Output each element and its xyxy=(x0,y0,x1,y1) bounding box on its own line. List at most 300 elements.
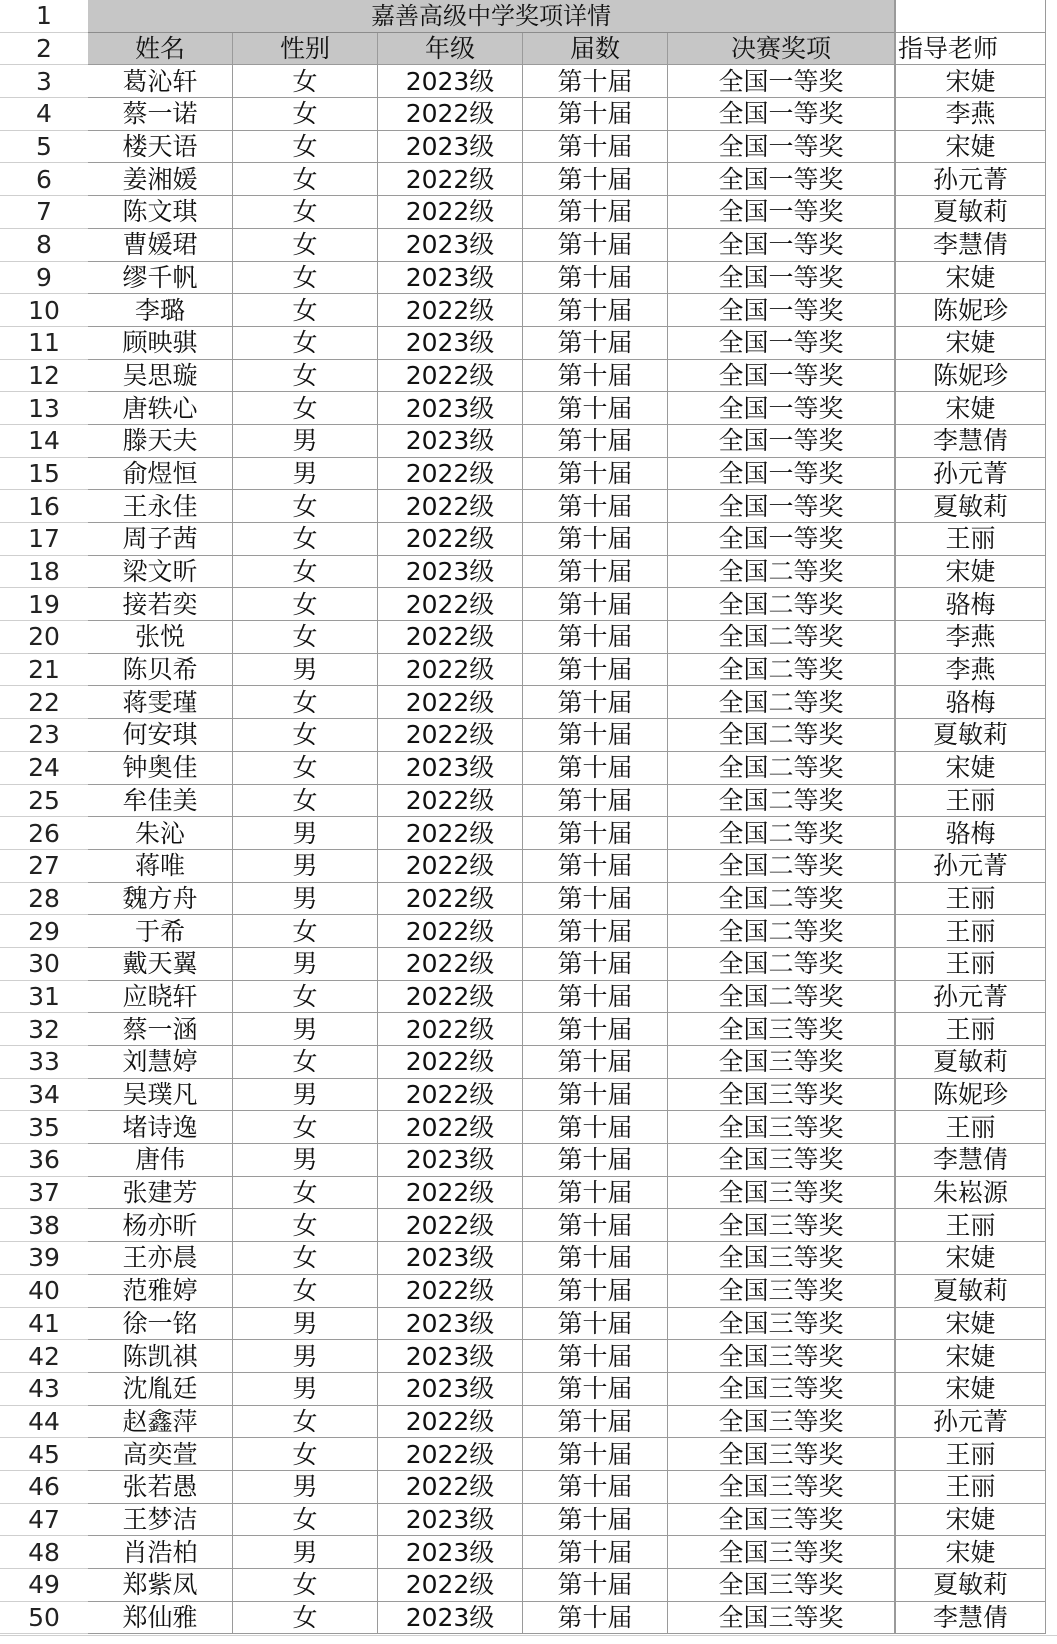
teacher-cell[interactable]: 宋婕 xyxy=(895,556,1046,589)
session-cell[interactable]: 第十届 xyxy=(523,163,668,196)
grade-cell[interactable]: 2022级 xyxy=(378,621,523,654)
row-number[interactable]: 33 xyxy=(0,1046,88,1079)
session-cell[interactable]: 第十届 xyxy=(523,948,668,981)
session-cell[interactable]: 第十届 xyxy=(523,1209,668,1242)
teacher-cell[interactable]: 宋婕 xyxy=(895,65,1046,98)
row-number[interactable]: 7 xyxy=(0,196,88,229)
row-number[interactable]: 12 xyxy=(0,360,88,393)
session-cell[interactable]: 第十届 xyxy=(523,981,668,1014)
gender-cell[interactable]: 女 xyxy=(233,163,378,196)
teacher-cell[interactable]: 王丽 xyxy=(895,1209,1046,1242)
award-cell[interactable]: 全国一等奖 xyxy=(668,98,895,131)
gender-cell[interactable]: 女 xyxy=(233,785,378,818)
student-name-cell[interactable]: 范雅婷 xyxy=(88,1275,233,1308)
row-number[interactable]: 13 xyxy=(0,392,88,425)
grade-cell[interactable]: 2022级 xyxy=(378,1177,523,1210)
teacher-cell[interactable]: 李慧倩 xyxy=(895,425,1046,458)
student-name-cell[interactable]: 张建芳 xyxy=(88,1177,233,1210)
grade-cell[interactable]: 2023级 xyxy=(378,131,523,164)
award-cell[interactable]: 全国三等奖 xyxy=(668,1275,895,1308)
gender-cell[interactable]: 女 xyxy=(233,1406,378,1439)
row-number[interactable]: 47 xyxy=(0,1504,88,1537)
session-cell[interactable]: 第十届 xyxy=(523,229,668,262)
session-cell[interactable]: 第十届 xyxy=(523,1275,668,1308)
award-cell[interactable]: 全国三等奖 xyxy=(668,1373,895,1406)
award-cell[interactable]: 全国二等奖 xyxy=(668,785,895,818)
session-cell[interactable]: 第十届 xyxy=(523,1602,668,1635)
gender-cell[interactable]: 女 xyxy=(233,719,378,752)
award-cell[interactable]: 全国三等奖 xyxy=(668,1602,895,1635)
row-number[interactable]: 34 xyxy=(0,1079,88,1112)
gender-cell[interactable]: 男 xyxy=(233,425,378,458)
teacher-cell[interactable]: 骆梅 xyxy=(895,588,1046,621)
session-cell[interactable]: 第十届 xyxy=(523,1406,668,1439)
row-number[interactable]: 30 xyxy=(0,948,88,981)
student-name-cell[interactable]: 肖浩柏 xyxy=(88,1536,233,1569)
row-number[interactable]: 25 xyxy=(0,785,88,818)
row-number[interactable]: 2 xyxy=(0,33,88,66)
grade-cell[interactable]: 2023级 xyxy=(378,752,523,785)
grade-cell[interactable]: 2022级 xyxy=(378,588,523,621)
teacher-cell[interactable]: 宋婕 xyxy=(895,1340,1046,1373)
award-cell[interactable]: 全国二等奖 xyxy=(668,850,895,883)
gender-cell[interactable]: 女 xyxy=(233,294,378,327)
teacher-cell[interactable]: 王丽 xyxy=(895,1471,1046,1504)
session-cell[interactable]: 第十届 xyxy=(523,1569,668,1602)
grade-cell[interactable]: 2022级 xyxy=(378,1406,523,1439)
student-name-cell[interactable]: 戴天翼 xyxy=(88,948,233,981)
session-cell[interactable]: 第十届 xyxy=(523,752,668,785)
grade-cell[interactable]: 2022级 xyxy=(378,1209,523,1242)
gender-cell[interactable]: 女 xyxy=(233,752,378,785)
award-cell[interactable]: 全国一等奖 xyxy=(668,490,895,523)
grade-cell[interactable]: 2023级 xyxy=(378,1144,523,1177)
award-cell[interactable]: 全国三等奖 xyxy=(668,1079,895,1112)
teacher-cell[interactable]: 宋婕 xyxy=(895,262,1046,295)
gender-cell[interactable]: 女 xyxy=(233,1504,378,1537)
award-cell[interactable]: 全国二等奖 xyxy=(668,883,895,916)
teacher-cell[interactable]: 宋婕 xyxy=(895,1373,1046,1406)
grade-cell[interactable]: 2022级 xyxy=(378,1471,523,1504)
student-name-cell[interactable]: 葛沁轩 xyxy=(88,65,233,98)
award-cell[interactable]: 全国三等奖 xyxy=(668,1471,895,1504)
grade-cell[interactable]: 2023级 xyxy=(378,229,523,262)
award-cell[interactable]: 全国三等奖 xyxy=(668,1308,895,1341)
session-cell[interactable]: 第十届 xyxy=(523,490,668,523)
session-cell[interactable]: 第十届 xyxy=(523,1373,668,1406)
row-number[interactable]: 21 xyxy=(0,654,88,687)
sheet-title[interactable]: 嘉善高级中学奖项详情 xyxy=(88,0,895,33)
teacher-cell[interactable]: 宋婕 xyxy=(895,1242,1046,1275)
empty-cell[interactable] xyxy=(895,0,1046,33)
award-cell[interactable]: 全国三等奖 xyxy=(668,1569,895,1602)
session-cell[interactable]: 第十届 xyxy=(523,1471,668,1504)
gender-cell[interactable]: 女 xyxy=(233,490,378,523)
grade-cell[interactable]: 2022级 xyxy=(378,1013,523,1046)
session-cell[interactable]: 第十届 xyxy=(523,360,668,393)
student-name-cell[interactable]: 俞煜恒 xyxy=(88,458,233,491)
award-cell[interactable]: 全国一等奖 xyxy=(668,360,895,393)
award-cell[interactable]: 全国一等奖 xyxy=(668,229,895,262)
award-cell[interactable]: 全国二等奖 xyxy=(668,948,895,981)
teacher-cell[interactable]: 王丽 xyxy=(895,883,1046,916)
gender-cell[interactable]: 女 xyxy=(233,392,378,425)
row-number[interactable]: 29 xyxy=(0,915,88,948)
row-number[interactable]: 17 xyxy=(0,523,88,556)
session-cell[interactable]: 第十届 xyxy=(523,131,668,164)
grade-cell[interactable]: 2022级 xyxy=(378,1111,523,1144)
session-cell[interactable]: 第十届 xyxy=(523,1438,668,1471)
award-cell[interactable]: 全国三等奖 xyxy=(668,1406,895,1439)
row-number[interactable]: 32 xyxy=(0,1013,88,1046)
award-cell[interactable]: 全国二等奖 xyxy=(668,556,895,589)
row-number[interactable]: 50 xyxy=(0,1602,88,1635)
gender-cell[interactable]: 男 xyxy=(233,458,378,491)
teacher-cell[interactable]: 李燕 xyxy=(895,654,1046,687)
student-name-cell[interactable]: 李璐 xyxy=(88,294,233,327)
grade-cell[interactable]: 2022级 xyxy=(378,654,523,687)
grade-cell[interactable]: 2023级 xyxy=(378,1308,523,1341)
award-cell[interactable]: 全国一等奖 xyxy=(668,458,895,491)
row-number[interactable]: 46 xyxy=(0,1471,88,1504)
teacher-cell[interactable]: 夏敏莉 xyxy=(895,719,1046,752)
gender-cell[interactable]: 女 xyxy=(233,1275,378,1308)
gender-cell[interactable]: 女 xyxy=(233,262,378,295)
grade-cell[interactable]: 2023级 xyxy=(378,262,523,295)
session-cell[interactable]: 第十届 xyxy=(523,65,668,98)
teacher-cell[interactable]: 孙元菁 xyxy=(895,458,1046,491)
student-name-cell[interactable]: 王亦晨 xyxy=(88,1242,233,1275)
award-cell[interactable]: 全国二等奖 xyxy=(668,588,895,621)
gender-cell[interactable]: 女 xyxy=(233,915,378,948)
teacher-cell[interactable]: 王丽 xyxy=(895,948,1046,981)
grade-cell[interactable]: 2022级 xyxy=(378,98,523,131)
gender-cell[interactable]: 男 xyxy=(233,1340,378,1373)
session-cell[interactable]: 第十届 xyxy=(523,523,668,556)
teacher-cell[interactable]: 宋婕 xyxy=(895,1504,1046,1537)
grade-cell[interactable]: 2023级 xyxy=(378,65,523,98)
session-cell[interactable]: 第十届 xyxy=(523,1079,668,1112)
row-number[interactable]: 43 xyxy=(0,1373,88,1406)
grade-cell[interactable]: 2022级 xyxy=(378,1046,523,1079)
gender-cell[interactable]: 女 xyxy=(233,588,378,621)
award-cell[interactable]: 全国一等奖 xyxy=(668,523,895,556)
teacher-cell[interactable]: 朱崧源 xyxy=(895,1177,1046,1210)
session-cell[interactable]: 第十届 xyxy=(523,1504,668,1537)
gender-cell[interactable]: 男 xyxy=(233,1536,378,1569)
gender-cell[interactable]: 女 xyxy=(233,98,378,131)
gender-cell[interactable]: 女 xyxy=(233,1569,378,1602)
row-number[interactable]: 9 xyxy=(0,262,88,295)
student-name-cell[interactable]: 曹媛珺 xyxy=(88,229,233,262)
gender-cell[interactable]: 女 xyxy=(233,981,378,1014)
row-number[interactable]: 3 xyxy=(0,65,88,98)
award-cell[interactable]: 全国一等奖 xyxy=(668,294,895,327)
gender-cell[interactable]: 女 xyxy=(233,196,378,229)
session-cell[interactable]: 第十届 xyxy=(523,1308,668,1341)
row-number[interactable]: 49 xyxy=(0,1569,88,1602)
grade-cell[interactable]: 2022级 xyxy=(378,686,523,719)
row-number[interactable]: 5 xyxy=(0,131,88,164)
header-gender[interactable]: 性别 xyxy=(233,33,378,66)
teacher-cell[interactable]: 孙元菁 xyxy=(895,1406,1046,1439)
grade-cell[interactable]: 2022级 xyxy=(378,294,523,327)
student-name-cell[interactable]: 钟奥佳 xyxy=(88,752,233,785)
teacher-cell[interactable]: 宋婕 xyxy=(895,752,1046,785)
teacher-cell[interactable]: 孙元菁 xyxy=(895,163,1046,196)
student-name-cell[interactable]: 应晓轩 xyxy=(88,981,233,1014)
row-number[interactable]: 16 xyxy=(0,490,88,523)
gender-cell[interactable]: 男 xyxy=(233,1079,378,1112)
award-cell[interactable]: 全国三等奖 xyxy=(668,1340,895,1373)
grade-cell[interactable]: 2023级 xyxy=(378,425,523,458)
session-cell[interactable]: 第十届 xyxy=(523,686,668,719)
gender-cell[interactable]: 女 xyxy=(233,327,378,360)
session-cell[interactable]: 第十届 xyxy=(523,327,668,360)
teacher-cell[interactable]: 李慧倩 xyxy=(895,229,1046,262)
teacher-cell[interactable]: 宋婕 xyxy=(895,392,1046,425)
award-cell[interactable]: 全国二等奖 xyxy=(668,915,895,948)
teacher-cell[interactable]: 宋婕 xyxy=(895,131,1046,164)
grade-cell[interactable]: 2022级 xyxy=(378,523,523,556)
session-cell[interactable]: 第十届 xyxy=(523,1013,668,1046)
student-name-cell[interactable]: 堵诗逸 xyxy=(88,1111,233,1144)
gender-cell[interactable]: 女 xyxy=(233,523,378,556)
student-name-cell[interactable]: 姜湘媛 xyxy=(88,163,233,196)
grade-cell[interactable]: 2023级 xyxy=(378,556,523,589)
student-name-cell[interactable]: 赵鑫萍 xyxy=(88,1406,233,1439)
gender-cell[interactable]: 男 xyxy=(233,1471,378,1504)
student-name-cell[interactable]: 滕天夫 xyxy=(88,425,233,458)
award-cell[interactable]: 全国二等奖 xyxy=(668,981,895,1014)
row-number[interactable]: 40 xyxy=(0,1275,88,1308)
teacher-cell[interactable]: 李燕 xyxy=(895,621,1046,654)
grade-cell[interactable]: 2022级 xyxy=(378,1438,523,1471)
award-cell[interactable]: 全国二等奖 xyxy=(668,654,895,687)
grade-cell[interactable]: 2023级 xyxy=(378,1373,523,1406)
student-name-cell[interactable]: 蒋雯瑾 xyxy=(88,686,233,719)
grade-cell[interactable]: 2023级 xyxy=(378,1242,523,1275)
teacher-cell[interactable]: 夏敏莉 xyxy=(895,490,1046,523)
gender-cell[interactable]: 男 xyxy=(233,1144,378,1177)
student-name-cell[interactable]: 周子茜 xyxy=(88,523,233,556)
student-name-cell[interactable]: 蒋唯 xyxy=(88,850,233,883)
session-cell[interactable]: 第十届 xyxy=(523,588,668,621)
session-cell[interactable]: 第十届 xyxy=(523,654,668,687)
row-number[interactable]: 8 xyxy=(0,229,88,262)
award-cell[interactable]: 全国一等奖 xyxy=(668,425,895,458)
gender-cell[interactable]: 女 xyxy=(233,556,378,589)
award-cell[interactable]: 全国一等奖 xyxy=(668,262,895,295)
grade-cell[interactable]: 2023级 xyxy=(378,392,523,425)
session-cell[interactable]: 第十届 xyxy=(523,883,668,916)
grade-cell[interactable]: 2023级 xyxy=(378,1340,523,1373)
header-grade[interactable]: 年级 xyxy=(378,33,523,66)
student-name-cell[interactable]: 沈胤廷 xyxy=(88,1373,233,1406)
gender-cell[interactable]: 女 xyxy=(233,131,378,164)
award-cell[interactable]: 全国二等奖 xyxy=(668,752,895,785)
grade-cell[interactable]: 2023级 xyxy=(378,1602,523,1635)
student-name-cell[interactable]: 陈文琪 xyxy=(88,196,233,229)
session-cell[interactable]: 第十届 xyxy=(523,425,668,458)
grade-cell[interactable]: 2023级 xyxy=(378,327,523,360)
grade-cell[interactable]: 2022级 xyxy=(378,196,523,229)
student-name-cell[interactable]: 顾映骐 xyxy=(88,327,233,360)
student-name-cell[interactable]: 吴思璇 xyxy=(88,360,233,393)
teacher-cell[interactable]: 陈妮珍 xyxy=(895,360,1046,393)
grade-cell[interactable]: 2022级 xyxy=(378,915,523,948)
award-cell[interactable]: 全国一等奖 xyxy=(668,196,895,229)
grade-cell[interactable]: 2022级 xyxy=(378,883,523,916)
award-cell[interactable]: 全国三等奖 xyxy=(668,1242,895,1275)
student-name-cell[interactable]: 杨亦昕 xyxy=(88,1209,233,1242)
header-session[interactable]: 届数 xyxy=(523,33,668,66)
student-name-cell[interactable]: 王梦洁 xyxy=(88,1504,233,1537)
session-cell[interactable]: 第十届 xyxy=(523,262,668,295)
student-name-cell[interactable]: 陈贝希 xyxy=(88,654,233,687)
gender-cell[interactable]: 女 xyxy=(233,229,378,262)
teacher-cell[interactable]: 王丽 xyxy=(895,1013,1046,1046)
student-name-cell[interactable]: 唐伟 xyxy=(88,1144,233,1177)
session-cell[interactable]: 第十届 xyxy=(523,392,668,425)
gender-cell[interactable]: 女 xyxy=(233,1177,378,1210)
student-name-cell[interactable]: 何安琪 xyxy=(88,719,233,752)
grade-cell[interactable]: 2022级 xyxy=(378,1275,523,1308)
row-number[interactable]: 18 xyxy=(0,556,88,589)
row-number[interactable]: 28 xyxy=(0,883,88,916)
session-cell[interactable]: 第十届 xyxy=(523,556,668,589)
student-name-cell[interactable]: 徐一铭 xyxy=(88,1308,233,1341)
student-name-cell[interactable]: 吴璞凡 xyxy=(88,1079,233,1112)
teacher-cell[interactable]: 夏敏莉 xyxy=(895,1046,1046,1079)
gender-cell[interactable]: 男 xyxy=(233,1373,378,1406)
grade-cell[interactable]: 2022级 xyxy=(378,719,523,752)
gender-cell[interactable]: 男 xyxy=(233,948,378,981)
award-cell[interactable]: 全国一等奖 xyxy=(668,163,895,196)
row-number[interactable]: 19 xyxy=(0,588,88,621)
grade-cell[interactable]: 2022级 xyxy=(378,948,523,981)
student-name-cell[interactable]: 楼天语 xyxy=(88,131,233,164)
gender-cell[interactable]: 女 xyxy=(233,1046,378,1079)
session-cell[interactable]: 第十届 xyxy=(523,850,668,883)
gender-cell[interactable]: 女 xyxy=(233,1111,378,1144)
teacher-cell[interactable]: 夏敏莉 xyxy=(895,1569,1046,1602)
gender-cell[interactable]: 女 xyxy=(233,1438,378,1471)
grade-cell[interactable]: 2022级 xyxy=(378,850,523,883)
student-name-cell[interactable]: 郑仙雅 xyxy=(88,1602,233,1635)
teacher-cell[interactable]: 王丽 xyxy=(895,785,1046,818)
teacher-cell[interactable]: 王丽 xyxy=(895,523,1046,556)
grade-cell[interactable]: 2022级 xyxy=(378,817,523,850)
student-name-cell[interactable]: 郑紫凤 xyxy=(88,1569,233,1602)
session-cell[interactable]: 第十届 xyxy=(523,458,668,491)
student-name-cell[interactable]: 接若奕 xyxy=(88,588,233,621)
session-cell[interactable]: 第十届 xyxy=(523,1536,668,1569)
row-number[interactable]: 35 xyxy=(0,1111,88,1144)
teacher-cell[interactable]: 孙元菁 xyxy=(895,981,1046,1014)
gender-cell[interactable]: 女 xyxy=(233,1602,378,1635)
award-cell[interactable]: 全国三等奖 xyxy=(668,1111,895,1144)
teacher-cell[interactable]: 陈妮珍 xyxy=(895,1079,1046,1112)
student-name-cell[interactable]: 梁文昕 xyxy=(88,556,233,589)
teacher-cell[interactable]: 宋婕 xyxy=(895,327,1046,360)
grade-cell[interactable]: 2022级 xyxy=(378,490,523,523)
student-name-cell[interactable]: 高奕萱 xyxy=(88,1438,233,1471)
gender-cell[interactable]: 女 xyxy=(233,65,378,98)
award-cell[interactable]: 全国三等奖 xyxy=(668,1144,895,1177)
student-name-cell[interactable]: 陈凯祺 xyxy=(88,1340,233,1373)
session-cell[interactable]: 第十届 xyxy=(523,1340,668,1373)
teacher-cell[interactable]: 王丽 xyxy=(895,915,1046,948)
award-cell[interactable]: 全国三等奖 xyxy=(668,1438,895,1471)
session-cell[interactable]: 第十届 xyxy=(523,621,668,654)
gender-cell[interactable]: 女 xyxy=(233,686,378,719)
row-number[interactable]: 20 xyxy=(0,621,88,654)
row-number[interactable]: 10 xyxy=(0,294,88,327)
row-number[interactable]: 26 xyxy=(0,817,88,850)
gender-cell[interactable]: 男 xyxy=(233,1013,378,1046)
session-cell[interactable]: 第十届 xyxy=(523,1242,668,1275)
student-name-cell[interactable]: 张若愚 xyxy=(88,1471,233,1504)
header-name[interactable]: 姓名 xyxy=(88,33,233,66)
award-cell[interactable]: 全国三等奖 xyxy=(668,1013,895,1046)
teacher-cell[interactable]: 宋婕 xyxy=(895,1308,1046,1341)
row-number[interactable]: 31 xyxy=(0,981,88,1014)
grade-cell[interactable]: 2022级 xyxy=(378,1569,523,1602)
gender-cell[interactable]: 男 xyxy=(233,883,378,916)
award-cell[interactable]: 全国二等奖 xyxy=(668,719,895,752)
teacher-cell[interactable]: 陈妮珍 xyxy=(895,294,1046,327)
session-cell[interactable]: 第十届 xyxy=(523,196,668,229)
teacher-cell[interactable]: 骆梅 xyxy=(895,817,1046,850)
grade-cell[interactable]: 2022级 xyxy=(378,785,523,818)
gender-cell[interactable]: 男 xyxy=(233,850,378,883)
award-cell[interactable]: 全国一等奖 xyxy=(668,131,895,164)
award-cell[interactable]: 全国二等奖 xyxy=(668,621,895,654)
grade-cell[interactable]: 2023级 xyxy=(378,1504,523,1537)
grade-cell[interactable]: 2022级 xyxy=(378,981,523,1014)
award-cell[interactable]: 全国三等奖 xyxy=(668,1046,895,1079)
award-cell[interactable]: 全国三等奖 xyxy=(668,1177,895,1210)
student-name-cell[interactable]: 朱沁 xyxy=(88,817,233,850)
teacher-cell[interactable]: 夏敏莉 xyxy=(895,1275,1046,1308)
row-number[interactable]: 45 xyxy=(0,1438,88,1471)
header-award[interactable]: 决赛奖项 xyxy=(668,33,895,66)
row-number[interactable]: 39 xyxy=(0,1242,88,1275)
row-number[interactable]: 41 xyxy=(0,1308,88,1341)
row-number[interactable]: 36 xyxy=(0,1144,88,1177)
session-cell[interactable]: 第十届 xyxy=(523,1046,668,1079)
award-cell[interactable]: 全国二等奖 xyxy=(668,817,895,850)
row-number[interactable]: 38 xyxy=(0,1209,88,1242)
student-name-cell[interactable]: 唐轶心 xyxy=(88,392,233,425)
row-number[interactable]: 14 xyxy=(0,425,88,458)
teacher-cell[interactable]: 宋婕 xyxy=(895,1536,1046,1569)
student-name-cell[interactable]: 于希 xyxy=(88,915,233,948)
gender-cell[interactable]: 男 xyxy=(233,1308,378,1341)
student-name-cell[interactable]: 张悦 xyxy=(88,621,233,654)
row-number[interactable]: 27 xyxy=(0,850,88,883)
row-number[interactable]: 23 xyxy=(0,719,88,752)
student-name-cell[interactable]: 缪千帆 xyxy=(88,262,233,295)
gender-cell[interactable]: 女 xyxy=(233,621,378,654)
gender-cell[interactable]: 女 xyxy=(233,1209,378,1242)
row-number[interactable]: 48 xyxy=(0,1536,88,1569)
student-name-cell[interactable]: 王永佳 xyxy=(88,490,233,523)
teacher-cell[interactable]: 李燕 xyxy=(895,98,1046,131)
session-cell[interactable]: 第十届 xyxy=(523,785,668,818)
student-name-cell[interactable]: 牟佳美 xyxy=(88,785,233,818)
